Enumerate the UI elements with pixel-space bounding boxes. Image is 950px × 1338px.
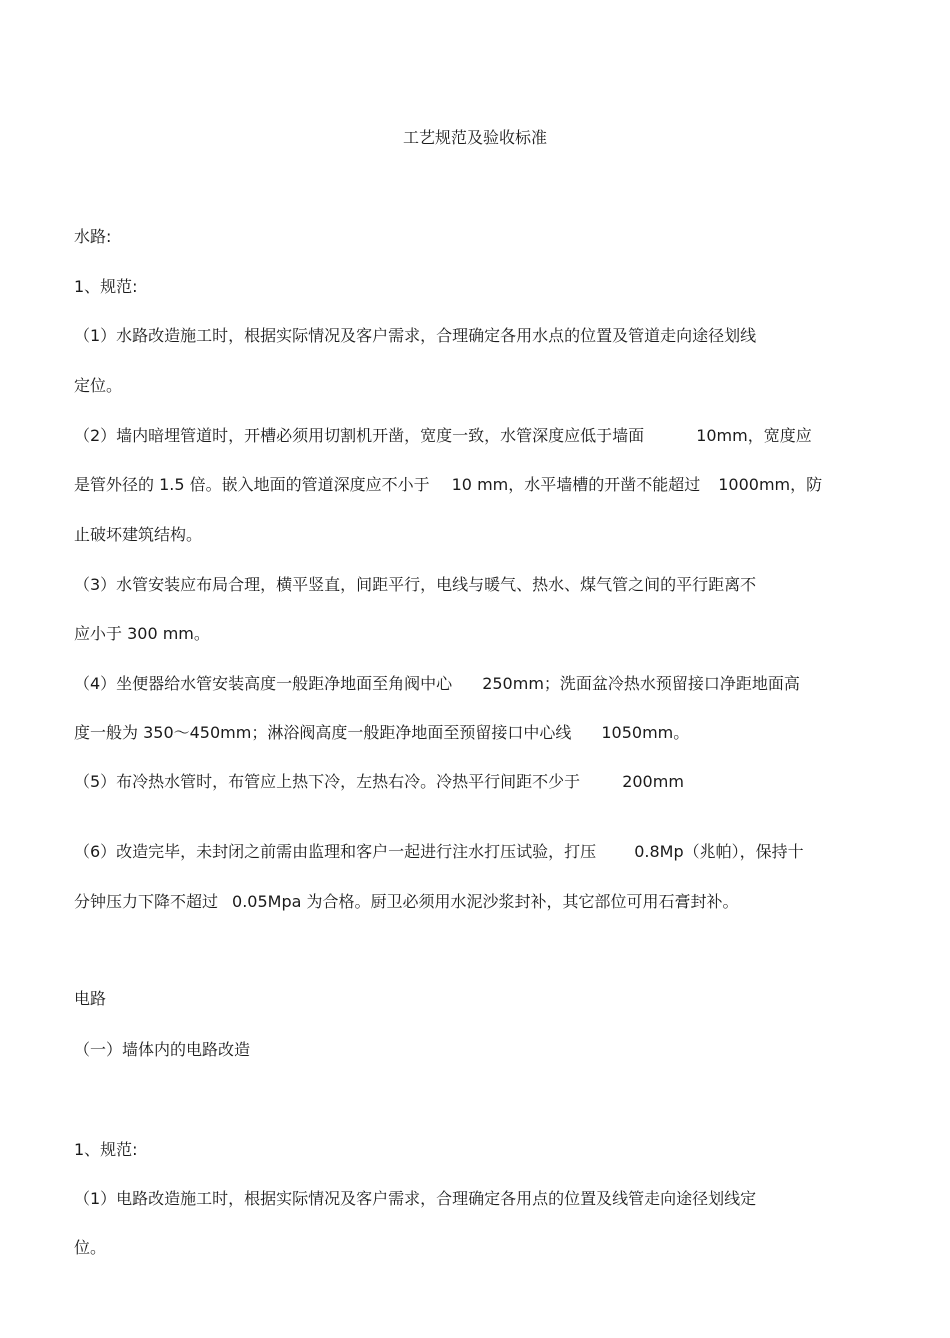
water-item-5-line-1-text-b: 200mm (622, 772, 684, 791)
water-item-6-line-2-text-a: 分钟压力下降不超过 (74, 892, 219, 911)
water-item-2-line-2 (74, 474, 822, 496)
water-item-1-line-2: 定位。 (74, 376, 123, 395)
section-heading-electric: 电路 (74, 989, 107, 1008)
water-item-1-line-1: （1）水路改造施工时，根据实际情况及客户需求，合理确定各用水点的位置及管道走向途径划线 (74, 326, 757, 345)
water-item-2-line-2-text-b: 10 mm，水平墙槽的开凿不能超过 (451, 475, 701, 494)
water-item-2-line-2-text-c: 1000mm，防 (718, 475, 823, 494)
water-item-3-line-2: 应小于 300 mm。 (74, 624, 210, 643)
electric-item-1-line-2: 位。 (74, 1238, 107, 1257)
water-item-2-line-1-text-b: 10mm，宽度应 (696, 426, 812, 445)
water-item-5-line-1 (74, 771, 684, 793)
water-item-4-line-1-text-a: （4）坐便器给水管安装高度一般距净地面至角阀中心 (74, 674, 453, 693)
spec-heading-water: 1、规范: (74, 277, 138, 296)
water-item-6-line-1-text-b: 0.8Mp（兆帕），保持十 (634, 842, 804, 861)
water-item-2-line-3: 止破坏建筑结构。 (74, 525, 203, 544)
water-item-2-line-2-text-a: 是管外径的 1.5 倍。嵌入地面的管道深度应不小于 (74, 475, 430, 494)
water-item-6-line-2 (74, 891, 739, 913)
water-item-3-line-1: （3）水管安装应布局合理，横平竖直，间距平行，电线与暖气、热水、煤气管之间的平行距离不 (74, 575, 757, 594)
water-item-6-line-1-text-a: （6）改造完毕，未封闭之前需由监理和客户一起进行注水打压试验，打压 (74, 842, 597, 861)
water-item-4-line-2-text-a: 度一般为 350～450mm；淋浴阀高度一般距净地面至预留接口中心线 (74, 723, 572, 742)
electric-item-1-line-1: （1）电路改造施工时，根据实际情况及客户需求，合理确定各用点的位置及线管走向途径划线定 (74, 1189, 757, 1208)
document-title: 工艺规范及验收标准 (402, 128, 547, 147)
water-item-4-line-1-text-b: 250mm；洗面盆冷热水预留接口净距地面高 (482, 674, 800, 693)
sub-heading-electric-wall: （一）墙体内的电路改造 (74, 1040, 251, 1059)
water-item-6-line-2-text-b: 0.05Mpa 为合格。厨卫必须用水泥沙浆封补，其它部位可用石膏封补。 (232, 892, 739, 911)
spec-heading-electric: 1、规范: (74, 1140, 138, 1159)
section-heading-water: 水路: (74, 227, 112, 246)
water-item-2-line-1 (74, 425, 812, 447)
water-item-4-line-1 (74, 673, 800, 695)
water-item-5-line-1-text-a: （5）布冷热水管时，布管应上热下冷，左热右冷。冷热平行间距不少于 (74, 772, 581, 791)
water-item-4-line-2-text-b: 1050mm。 (601, 723, 690, 742)
water-item-2-line-1-text-a: （2）墙内暗埋管道时，开槽必须用切割机开凿，宽度一致，水管深度应低于墙面 (74, 426, 645, 445)
water-item-4-line-2 (74, 722, 689, 744)
water-item-6-line-1 (74, 841, 804, 863)
